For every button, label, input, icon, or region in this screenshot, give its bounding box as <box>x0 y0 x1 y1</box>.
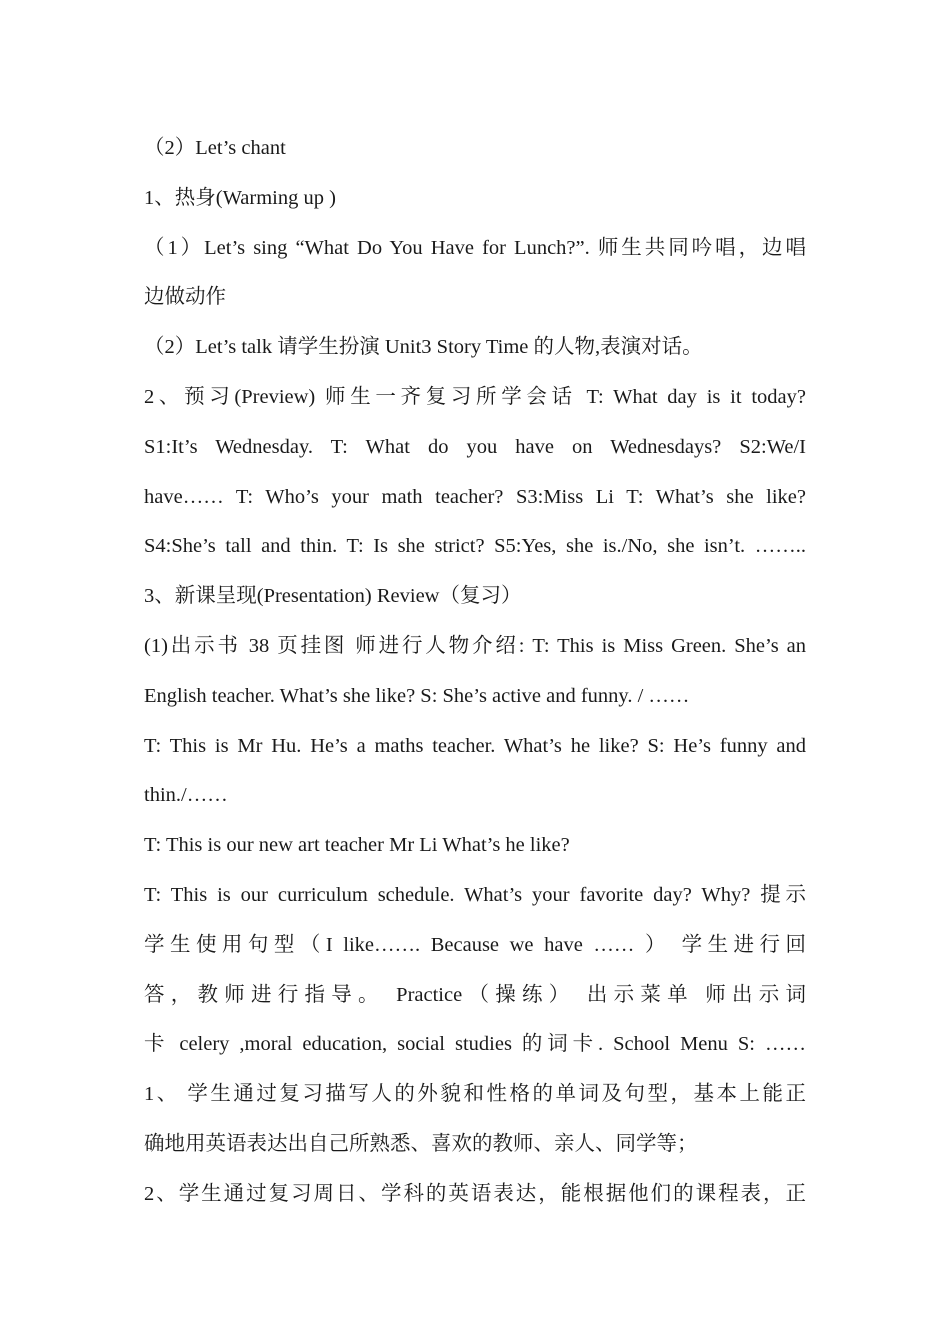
text-line: S4:She’s tall and thin. T: Is she strict? S5:Yes, she is./No, she isn’t. …….. <box>144 535 806 558</box>
text-line: 答，教师进行指导。 Practice（操练） 出示菜单 师出示词 <box>144 983 806 1006</box>
text-line: S1:It’s Wednesday. T: What do you have on Wednesdays? S2:We/I <box>144 435 806 458</box>
text-line: 卡 celery ,moral education, social studies 的词卡. School Menu S: …… <box>144 1033 806 1056</box>
text-line: （2）Let’s talk 请学生扮演 Unit3 Story Time 的人物,表演对话。 <box>144 336 703 359</box>
text-line: English teacher. What’s she like? S: She’s active and funny. / …… <box>144 684 690 707</box>
text-line: 3、新课呈现(Presentation) Review（复习） <box>144 585 522 608</box>
text-line: T: This is our new art teacher Mr Li What’s he like? <box>144 834 570 857</box>
text-line: 学生使用句型（I like……. Because we have …… ） 学生进行回 <box>144 933 806 956</box>
text-line: T: This is Mr Hu. He’s a maths teacher. What’s he like? S: He’s funny and <box>144 734 806 757</box>
text-line: (1)出示书 38 页挂图 师进行人物介绍: T: This is Miss Green. She’s an <box>144 634 806 657</box>
document-page <box>144 124 806 1220</box>
text-line: 2、预习(Preview) 师生一齐复习所学会话 T: What day is it today? <box>144 385 806 408</box>
text-line: thin./…… <box>144 784 228 807</box>
text-line: 2、学生通过复习周日、学科的英语表达，能根据他们的课程表，正 <box>144 1182 806 1205</box>
text-line: 确地用英语表达出自己所熟悉、喜欢的教师、亲人、同学等； <box>144 1132 698 1155</box>
text-line: 1、热身(Warming up ) <box>144 186 336 209</box>
text-line: T: This is our curriculum schedule. What’s your favorite day? Why? 提示 <box>144 883 806 906</box>
text-line: （1）Let’s sing “What Do You Have for Lunch?”. 师生共同吟唱，边唱 <box>144 236 806 259</box>
text-line: have…… T: Who’s your math teacher? S3:Miss Li T: What’s she like? <box>144 485 806 508</box>
text-line: 边做动作 <box>144 286 226 309</box>
text-line: （2）Let’s chant <box>144 137 286 159</box>
text-line: 1、 学生通过复习描写人的外貌和性格的单词及句型，基本上能正 <box>144 1083 806 1106</box>
